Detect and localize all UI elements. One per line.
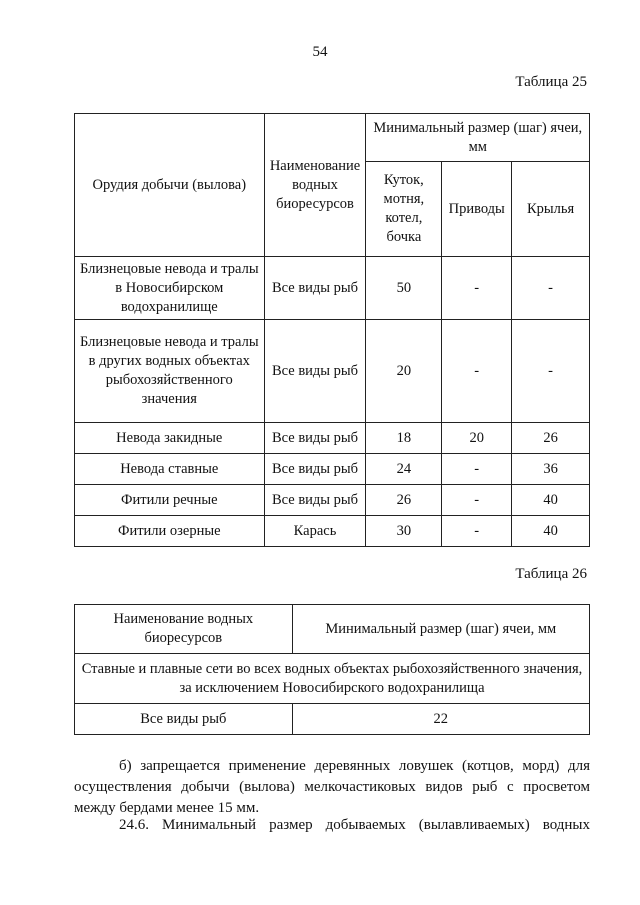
cell-krylya: 26 <box>512 423 590 454</box>
cell-species: Все виды рыб <box>264 320 366 423</box>
table-row <box>75 257 590 320</box>
cell-tool: Близнецовые невода и тралы в Новосибирском водохранилище <box>75 257 265 320</box>
table-subheader: Ставные и плавные сети во всех водных объектах рыбохозяйственного значения, за исключением Новосибирского водохранилища <box>75 654 590 704</box>
paragraph-b: б) запрещается применение деревянных ловушек (котцов, морд) для осуществления добычи (вылова) мелкочастиковых видов рыб с просветом между бердами менее 15 мм. <box>74 758 590 816</box>
table-row <box>75 704 590 735</box>
cell-krylya: - <box>512 320 590 423</box>
cell-value: 22 <box>292 704 589 735</box>
cell-species: Все виды рыб <box>264 485 366 516</box>
header-krylya: Крылья <box>512 162 590 257</box>
page-number: 54 <box>312 44 328 60</box>
cell-species: Карась <box>264 516 366 547</box>
cell-privody: - <box>442 257 512 320</box>
header-min-mesh: Минимальный размер (шаг) ячеи, мм <box>366 114 590 162</box>
table-row <box>75 423 590 454</box>
table-row <box>75 454 590 485</box>
table-25-caption: Таблица 25 <box>515 74 587 90</box>
cell-species: Все виды рыб <box>264 454 366 485</box>
header-species: Наименование водных биоресурсов <box>75 605 293 654</box>
cell-kutok: 30 <box>366 516 442 547</box>
cell-privody: 20 <box>442 423 512 454</box>
table-26 <box>74 604 590 735</box>
header-privody: Приводы <box>442 162 512 257</box>
header-species: Наименование водных биоресурсов <box>264 114 366 257</box>
table-26-caption: Таблица 26 <box>515 566 587 582</box>
cell-kutok: 24 <box>366 454 442 485</box>
cell-privody: - <box>442 516 512 547</box>
cell-kutok: 18 <box>366 423 442 454</box>
cell-krylya: 40 <box>512 516 590 547</box>
table-25 <box>74 113 590 547</box>
table-row <box>75 516 590 547</box>
cell-tool: Фитили озерные <box>75 516 265 547</box>
table-row <box>75 485 590 516</box>
cell-privody: - <box>442 320 512 423</box>
cell-krylya: - <box>512 257 590 320</box>
cell-krylya: 40 <box>512 485 590 516</box>
cell-tool: Близнецовые невода и тралы в других водных объектах рыбохозяйственного значения <box>75 320 265 423</box>
cell-species: Все виды рыб <box>264 423 366 454</box>
cell-privody: - <box>442 485 512 516</box>
header-tool: Орудия добычи (вылова) <box>75 114 265 257</box>
cell-tool: Невода ставные <box>75 454 265 485</box>
table-row <box>75 320 590 423</box>
paragraph-24-6: 24.6. Минимальный размер добываемых (вылавливаемых) водных <box>119 817 590 833</box>
header-kutok: Куток, мотня, котел, бочка <box>366 162 442 257</box>
header-min-mesh: Минимальный размер (шаг) ячеи, мм <box>292 605 589 654</box>
cell-tool: Невода закидные <box>75 423 265 454</box>
cell-species: Все виды рыб <box>75 704 293 735</box>
cell-species: Все виды рыб <box>264 257 366 320</box>
cell-kutok: 20 <box>366 320 442 423</box>
cell-privody: - <box>442 454 512 485</box>
cell-krylya: 36 <box>512 454 590 485</box>
cell-kutok: 26 <box>366 485 442 516</box>
cell-kutok: 50 <box>366 257 442 320</box>
cell-tool: Фитили речные <box>75 485 265 516</box>
